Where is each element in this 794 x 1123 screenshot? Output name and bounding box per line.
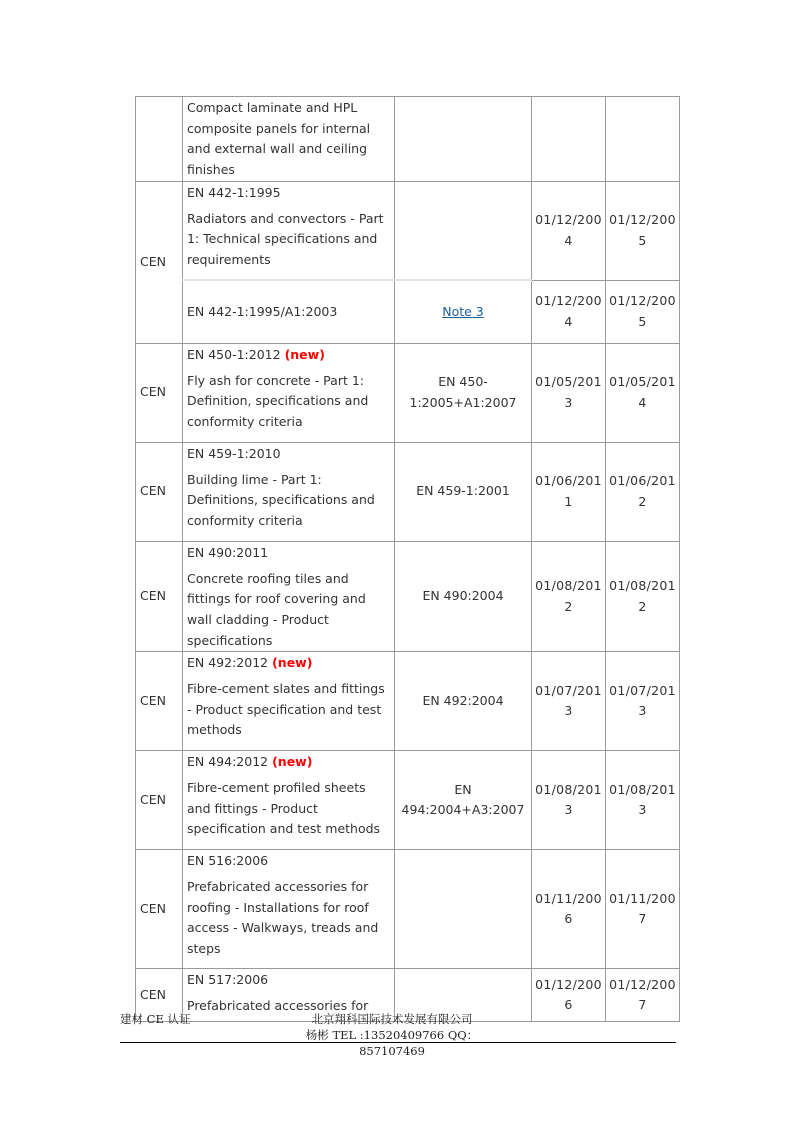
footer-company-block xyxy=(292,1011,492,1059)
date-start-cell: 01/11/2006 xyxy=(532,850,606,969)
date-end-cell: 01/07/2013 xyxy=(606,652,680,751)
superseded-cell: EN 450-1:2005+A1:2007 xyxy=(395,343,532,442)
standard-cell xyxy=(183,751,395,850)
standard-title: Prefabricated accessories for xyxy=(187,998,369,1014)
date-start-cell: 01/07/2013 xyxy=(532,652,606,751)
table-row xyxy=(136,97,680,182)
org-cell: CEN xyxy=(136,969,183,1022)
standard-ref: EN 459-1:2010 xyxy=(187,445,281,461)
standards-table xyxy=(135,96,680,1022)
standard-cell xyxy=(183,541,395,652)
superseded-cell xyxy=(395,181,532,280)
org-cell: CEN xyxy=(136,442,183,541)
superseded-cell: EN 459-1:2001 xyxy=(395,442,532,541)
standard-ref: EN 494:2012 (new) xyxy=(187,754,313,770)
date-start-cell xyxy=(532,97,606,182)
footer-contact: 杨彬 TEL :13520409766 QQ：857107469 xyxy=(305,1028,479,1058)
org-cell: CEN xyxy=(136,541,183,652)
table-row xyxy=(136,181,680,280)
standard-title: Prefabricated accessories for roofing - Installations for roof access - Walkways, treads and steps xyxy=(187,879,379,957)
date-start-cell: 01/12/2004 xyxy=(532,181,606,280)
table-row xyxy=(136,442,680,541)
superseded-cell xyxy=(395,280,532,343)
standard-ref: EN 442-1:1995/A1:2003 xyxy=(187,303,338,319)
standard-ref: EN 490:2011 xyxy=(187,544,269,560)
superseded-cell xyxy=(395,97,532,182)
superseded-cell xyxy=(395,850,532,969)
standard-title: Concrete roofing tiles and fittings for roof covering and wall cladding - Product specifications xyxy=(187,570,366,648)
standard-ref: EN 442-1:1995 xyxy=(187,184,281,200)
new-badge: (new) xyxy=(272,754,313,770)
superseded-cell: EN 494:2004+A3:2007 xyxy=(395,751,532,850)
standard-cell xyxy=(183,97,395,182)
date-end-cell: 01/06/2012 xyxy=(606,442,680,541)
date-end-cell: 01/08/2013 xyxy=(606,751,680,850)
standard-cell xyxy=(183,343,395,442)
superseded-cell: EN 492:2004 xyxy=(395,652,532,751)
date-end-cell: 01/08/2012 xyxy=(606,541,680,652)
note-3-link[interactable]: Note 3 xyxy=(442,303,484,319)
new-badge: (new) xyxy=(284,346,325,362)
table-row xyxy=(136,343,680,442)
page-footer xyxy=(120,1009,676,1058)
standard-cell xyxy=(183,442,395,541)
standard-ref: EN 517:2006 xyxy=(187,972,269,988)
standard-title: Fly ash for concrete - Part 1: Definition, specifications and conformity criteria xyxy=(187,372,369,429)
standard-title: Fibre-cement profiled sheets and fittings - Product specification and test methods xyxy=(187,780,381,837)
date-start-cell: 01/05/2013 xyxy=(532,343,606,442)
org-cell: CEN xyxy=(136,652,183,751)
org-cell: CEN xyxy=(136,850,183,969)
footer-left-label: 建材 CE 认证 xyxy=(120,1012,191,1026)
table-row xyxy=(136,541,680,652)
standard-ref: EN 492:2012 (new) xyxy=(187,655,313,671)
date-start-cell: 01/12/2006 xyxy=(532,969,606,1022)
date-start-cell: 01/08/2013 xyxy=(532,751,606,850)
org-cell: CEN xyxy=(136,343,183,442)
standard-cell xyxy=(183,652,395,751)
standard-ref: EN 450-1:2012 (new) xyxy=(187,346,325,362)
standard-title: Building lime - Part 1: Definitions, specifications and conformity criteria xyxy=(187,471,375,528)
date-end-cell: 01/12/2005 xyxy=(606,280,680,343)
superseded-cell: EN 490:2004 xyxy=(395,541,532,652)
standard-ref: EN 516:2006 xyxy=(187,853,269,869)
date-end-cell xyxy=(606,97,680,182)
standard-cell xyxy=(183,181,395,280)
table-row xyxy=(136,850,680,969)
org-cell: CEN xyxy=(136,751,183,850)
date-start-cell: 01/12/2004 xyxy=(532,280,606,343)
date-end-cell: 01/12/2005 xyxy=(606,181,680,280)
table-row xyxy=(136,652,680,751)
date-end-cell: 01/12/2007 xyxy=(606,969,680,1022)
date-end-cell: 01/11/2007 xyxy=(606,850,680,969)
table-row xyxy=(136,280,680,343)
standard-title: Fibre-cement slates and fittings - Product specification and test methods xyxy=(187,681,385,738)
date-start-cell: 01/06/2011 xyxy=(532,442,606,541)
standard-title: Compact laminate and HPL composite panels for internal and external wall and ceiling finishes xyxy=(187,100,371,178)
standard-cell xyxy=(183,850,395,969)
date-start-cell: 01/08/2012 xyxy=(532,541,606,652)
footer-company-name: 北京翔科国际技术发展有限公司 xyxy=(311,1012,473,1026)
standard-title: Radiators and convectors - Part 1: Technical specifications and requirements xyxy=(187,210,384,267)
standard-cell xyxy=(183,280,395,343)
table-row xyxy=(136,751,680,850)
date-end-cell: 01/05/2014 xyxy=(606,343,680,442)
new-badge: (new) xyxy=(272,655,313,671)
org-cell xyxy=(136,97,183,182)
org-cell: CEN xyxy=(136,181,183,343)
